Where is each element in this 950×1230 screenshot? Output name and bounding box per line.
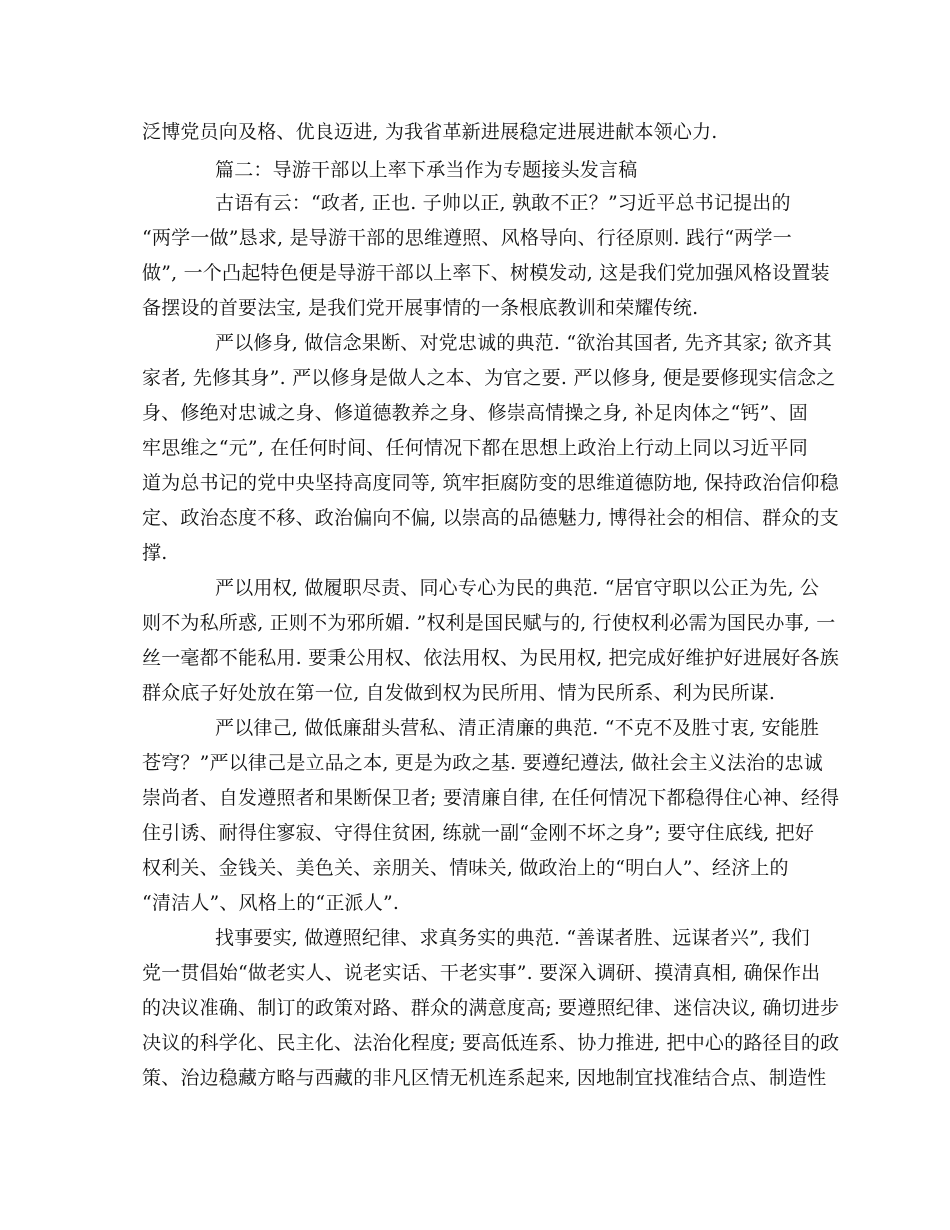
paragraph-line: 的决议准确、制订的政策对路、群众的满意度高; 要遵照纪律、迷信决议, 确切进步 [142, 997, 840, 1019]
paragraph-line: 泛博党员向及格、优良迈进, 为我省革新进展稳定进展进献本领心力. [142, 121, 718, 143]
section-heading: 篇二：导游干部以上率下承当作为专题接头发言稿 [215, 159, 638, 181]
paragraph-line: 古语有云：“政者, 正也. 子帅以正, 孰敢不正？”习近平总书记提出的 [215, 192, 791, 214]
paragraph-line: 找事要实, 做遵照纪律、求真务实的典范. “善谋者胜、远谋者兴”, 我们 [215, 927, 810, 949]
paragraph-line: 牢思维之“元”, 在任何时间、任何情况下都在思想上政治上行动上同以习近平同 [142, 437, 808, 459]
paragraph-line: 丝一毫都不能私用. 要秉公用权、依法用权、为民用权, 把完成好维护好进展好各族 [142, 647, 839, 669]
paragraph-line: 做”, 一个凸起特色便是导游干部以上率下、树模发动, 这是我们党加强风格设置装 [142, 262, 830, 284]
paragraph-line: 道为总书记的党中央坚持高度同等, 筑牢拒腐防变的思维道德防地, 保持政治信仰稳 [142, 472, 839, 494]
paragraph-line: 严以律己, 做低廉甜头营私、清正清廉的典范. “不克不及胜寸衷, 安能胜 [215, 717, 820, 739]
paragraph-line: 党一贯倡始“做老实人、说老实话、干老实事”. 要深入调研、摸清真相, 确保作出 [142, 962, 821, 984]
paragraph-line: 则不为私所惑, 正则不为邪所媚. ”权利是国民赋与的, 行使权利必需为国民办事, 一 [142, 612, 836, 634]
paragraph-line: 崇尚者、自发遵照者和果断保卫者; 要清廉自律, 在任何情况下都稳得住心神、经得 [142, 787, 840, 809]
paragraph-line: 群众底子好处放在第一位, 自发做到权为民所用、情为民所系、利为民所谋. [142, 682, 776, 704]
paragraph-line: 定、政治态度不移、政治偏向不偏, 以崇高的品德魅力, 博得社会的相信、群众的支 [142, 507, 839, 529]
paragraph-line: 撑. [142, 542, 168, 564]
paragraph-line: 身、修绝对忠诚之身、修道德教养之身、修崇高情操之身, 补足肉体之“钙”、固 [142, 402, 808, 424]
paragraph-line: 家者, 先修其身”. 严以修身是做人之本、为官之要. 严以修身, 便是要修现实信念之 [142, 367, 836, 389]
paragraph-line: 权利关、金钱关、美色关、亲朋关、情味关, 做政治上的“明白人”、经济上的 [142, 857, 789, 879]
paragraph-line: 严以修身, 做信念果断、对党忠诚的典范. “欲治其国者, 先齐其家; 欲齐其 [215, 332, 832, 354]
paragraph-line: “两学一做”恳求, 是导游干部的思维遵照、风格导向、行径原则. 践行“两学一 [142, 227, 792, 249]
paragraph-line: 严以用权, 做履职尽责、同心专心为民的典范. “居官守职以公正为先, 公 [215, 577, 820, 599]
paragraph-line: 策、治边稳藏方略与西藏的非凡区情无机连系起来, 因地制宜找准结合点、制造性 [142, 1067, 827, 1089]
paragraph-line: 备摆设的首要法宝, 是我们党开展事情的一条根底教训和荣耀传统. [142, 297, 699, 319]
paragraph-line: “清洁人”、风格上的“正派人”. [142, 892, 400, 914]
paragraph-line: 苍穹？”严以律己是立品之本, 更是为政之基. 要遵纪遵法, 做社会主义法治的忠诚 [142, 752, 823, 774]
paragraph-line: 决议的科学化、民主化、法治化程度; 要高低连系、协力推进, 把中心的路径目的政 [142, 1032, 840, 1054]
paragraph-line: 住引诱、耐得住寥寂、守得住贫困, 练就一副“金刚不坏之身”; 要守住底线, 把好 [142, 822, 815, 844]
